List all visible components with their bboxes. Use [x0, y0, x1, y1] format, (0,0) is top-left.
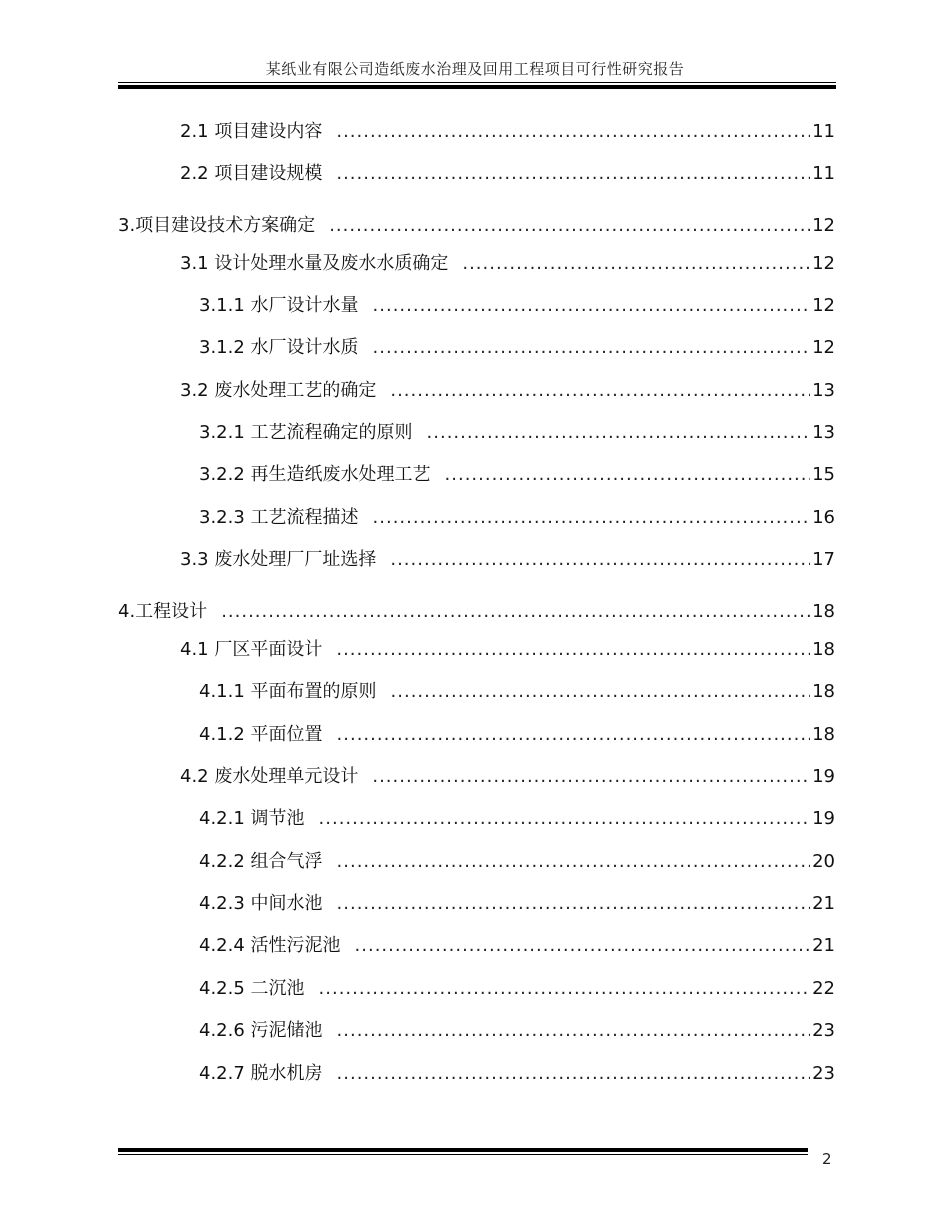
toc-entry[interactable]: [199, 334, 835, 362]
toc-leader-dots: [355, 932, 811, 960]
toc-entry-page: 16: [812, 507, 835, 528]
toc-entry[interactable]: [199, 932, 835, 960]
toc-entry-page: 21: [812, 893, 835, 914]
toc-leader-dots: [373, 334, 811, 362]
toc-entry-page: 19: [812, 808, 835, 829]
toc-leader-dots: [337, 1060, 811, 1088]
toc-entry[interactable]: [118, 598, 835, 626]
toc-entry-title: 4.1.2 平面位置: [199, 724, 323, 745]
toc-entry-page: 13: [812, 422, 835, 443]
toc-entry-page: 12: [812, 295, 835, 316]
toc-entry[interactable]: [199, 721, 835, 749]
toc-entry[interactable]: [199, 419, 835, 447]
toc-entry[interactable]: [199, 504, 835, 532]
footer-rule: [118, 1148, 808, 1152]
toc-entry-page: 18: [812, 639, 835, 660]
toc-entry-page: 13: [812, 380, 835, 401]
toc-entry[interactable]: [199, 292, 835, 320]
toc-leader-dots: [337, 890, 811, 918]
toc-entry[interactable]: [180, 160, 835, 188]
toc-leader-dots: [373, 292, 811, 320]
toc-entry-title: 4.2.2 组合气浮: [199, 851, 323, 872]
toc-entry[interactable]: [180, 118, 835, 146]
toc-entry[interactable]: [199, 975, 835, 1003]
toc-leader-dots: [329, 212, 810, 240]
toc-leader-dots: [336, 636, 810, 664]
toc-entry-title: 3.1.1 水厂设计水量: [199, 295, 359, 316]
toc-leader-dots: [337, 721, 811, 749]
toc-leader-dots: [390, 377, 810, 405]
toc-entry-page: 18: [812, 601, 835, 622]
toc-leader-dots: [221, 598, 810, 626]
toc-entry-title: 4.1 厂区平面设计: [180, 639, 323, 660]
toc-entry[interactable]: [180, 377, 835, 405]
toc-leader-dots: [336, 160, 810, 188]
toc-entry[interactable]: [199, 805, 835, 833]
toc-entry-page: 19: [812, 766, 835, 787]
toc-entry-title: 3.2.2 再生造纸废水处理工艺: [199, 464, 431, 485]
footer-rule: [118, 1154, 808, 1155]
toc-entry[interactable]: [180, 546, 835, 574]
toc-entry-title: 4.2.3 中间水池: [199, 893, 323, 914]
toc-entry-page: 20: [812, 851, 835, 872]
toc-entry[interactable]: [199, 678, 835, 706]
toc-entry-page: 12: [812, 337, 835, 358]
toc-leader-dots: [391, 678, 811, 706]
toc-leader-dots: [337, 848, 811, 876]
toc-entry-page: 17: [812, 549, 835, 570]
toc-entry-page: 12: [812, 215, 835, 236]
toc-entry-title: 3.1 设计处理水量及废水水质确定: [180, 253, 449, 274]
toc-entry[interactable]: [180, 763, 835, 791]
toc-entry-page: 15: [812, 464, 835, 485]
toc-entry-page: 11: [812, 121, 835, 142]
header-rule: [118, 85, 836, 89]
toc-entry-page: 23: [812, 1063, 835, 1084]
toc-leader-dots: [319, 975, 811, 1003]
toc-leader-dots: [462, 250, 810, 278]
toc-leader-dots: [427, 419, 811, 447]
report-title: 某纸业有限公司造纸废水治理及回用工程项目可行性研究报告: [265, 60, 685, 78]
page-number: 2: [822, 1150, 832, 1168]
toc-entry-page: 21: [812, 935, 835, 956]
toc-leader-dots: [372, 763, 810, 791]
toc-entry-title: 3.3 废水处理厂厂址选择: [180, 549, 377, 570]
toc-leader-dots: [390, 546, 810, 574]
toc-entry-title: 3.2 废水处理工艺的确定: [180, 380, 377, 401]
toc-entry-title: 4.2.4 活性污泥池: [199, 935, 341, 956]
toc-entry-title: 4.2.5 二沉池: [199, 978, 305, 999]
toc-entry-page: 12: [812, 253, 835, 274]
toc-entry-title: 4.2.6 污泥储池: [199, 1020, 323, 1041]
toc-entry-title: 4.2 废水处理单元设计: [180, 766, 359, 787]
toc-entry-title: 4.2.1 调节池: [199, 808, 305, 829]
header-rule: [118, 82, 836, 83]
toc-entry-title: 3.2.1 工艺流程确定的原则: [199, 422, 413, 443]
toc-entry[interactable]: [199, 461, 835, 489]
toc-entry[interactable]: [118, 212, 835, 240]
toc-entry-page: 23: [812, 1020, 835, 1041]
toc-entry-page: 18: [812, 681, 835, 702]
toc-entry-title: 2.2 项目建设规模: [180, 163, 323, 184]
toc-entry-title: 4.2.7 脱水机房: [199, 1063, 323, 1084]
toc-entry[interactable]: [199, 890, 835, 918]
toc-entry-page: 22: [812, 978, 835, 999]
toc-leader-dots: [337, 1017, 811, 1045]
toc-entry-page: 18: [812, 724, 835, 745]
toc-entry[interactable]: [199, 1017, 835, 1045]
toc-entry-title: 3.项目建设技术方案确定: [118, 215, 316, 236]
toc-entry[interactable]: [180, 636, 835, 664]
toc-entry-title: 4.工程设计: [118, 601, 208, 622]
toc-entry[interactable]: [180, 250, 835, 278]
toc-entry[interactable]: [199, 848, 835, 876]
toc-entry-title: 3.1.2 水厂设计水质: [199, 337, 359, 358]
toc-leader-dots: [445, 461, 811, 489]
toc-entry-page: 11: [812, 163, 835, 184]
toc-entry-title: 2.1 项目建设内容: [180, 121, 323, 142]
toc-entry-title: 3.2.3 工艺流程描述: [199, 507, 359, 528]
toc-entry[interactable]: [199, 1060, 835, 1088]
toc-entry-title: 4.1.1 平面布置的原则: [199, 681, 377, 702]
toc-leader-dots: [373, 504, 811, 532]
toc-leader-dots: [319, 805, 811, 833]
toc-leader-dots: [336, 118, 810, 146]
